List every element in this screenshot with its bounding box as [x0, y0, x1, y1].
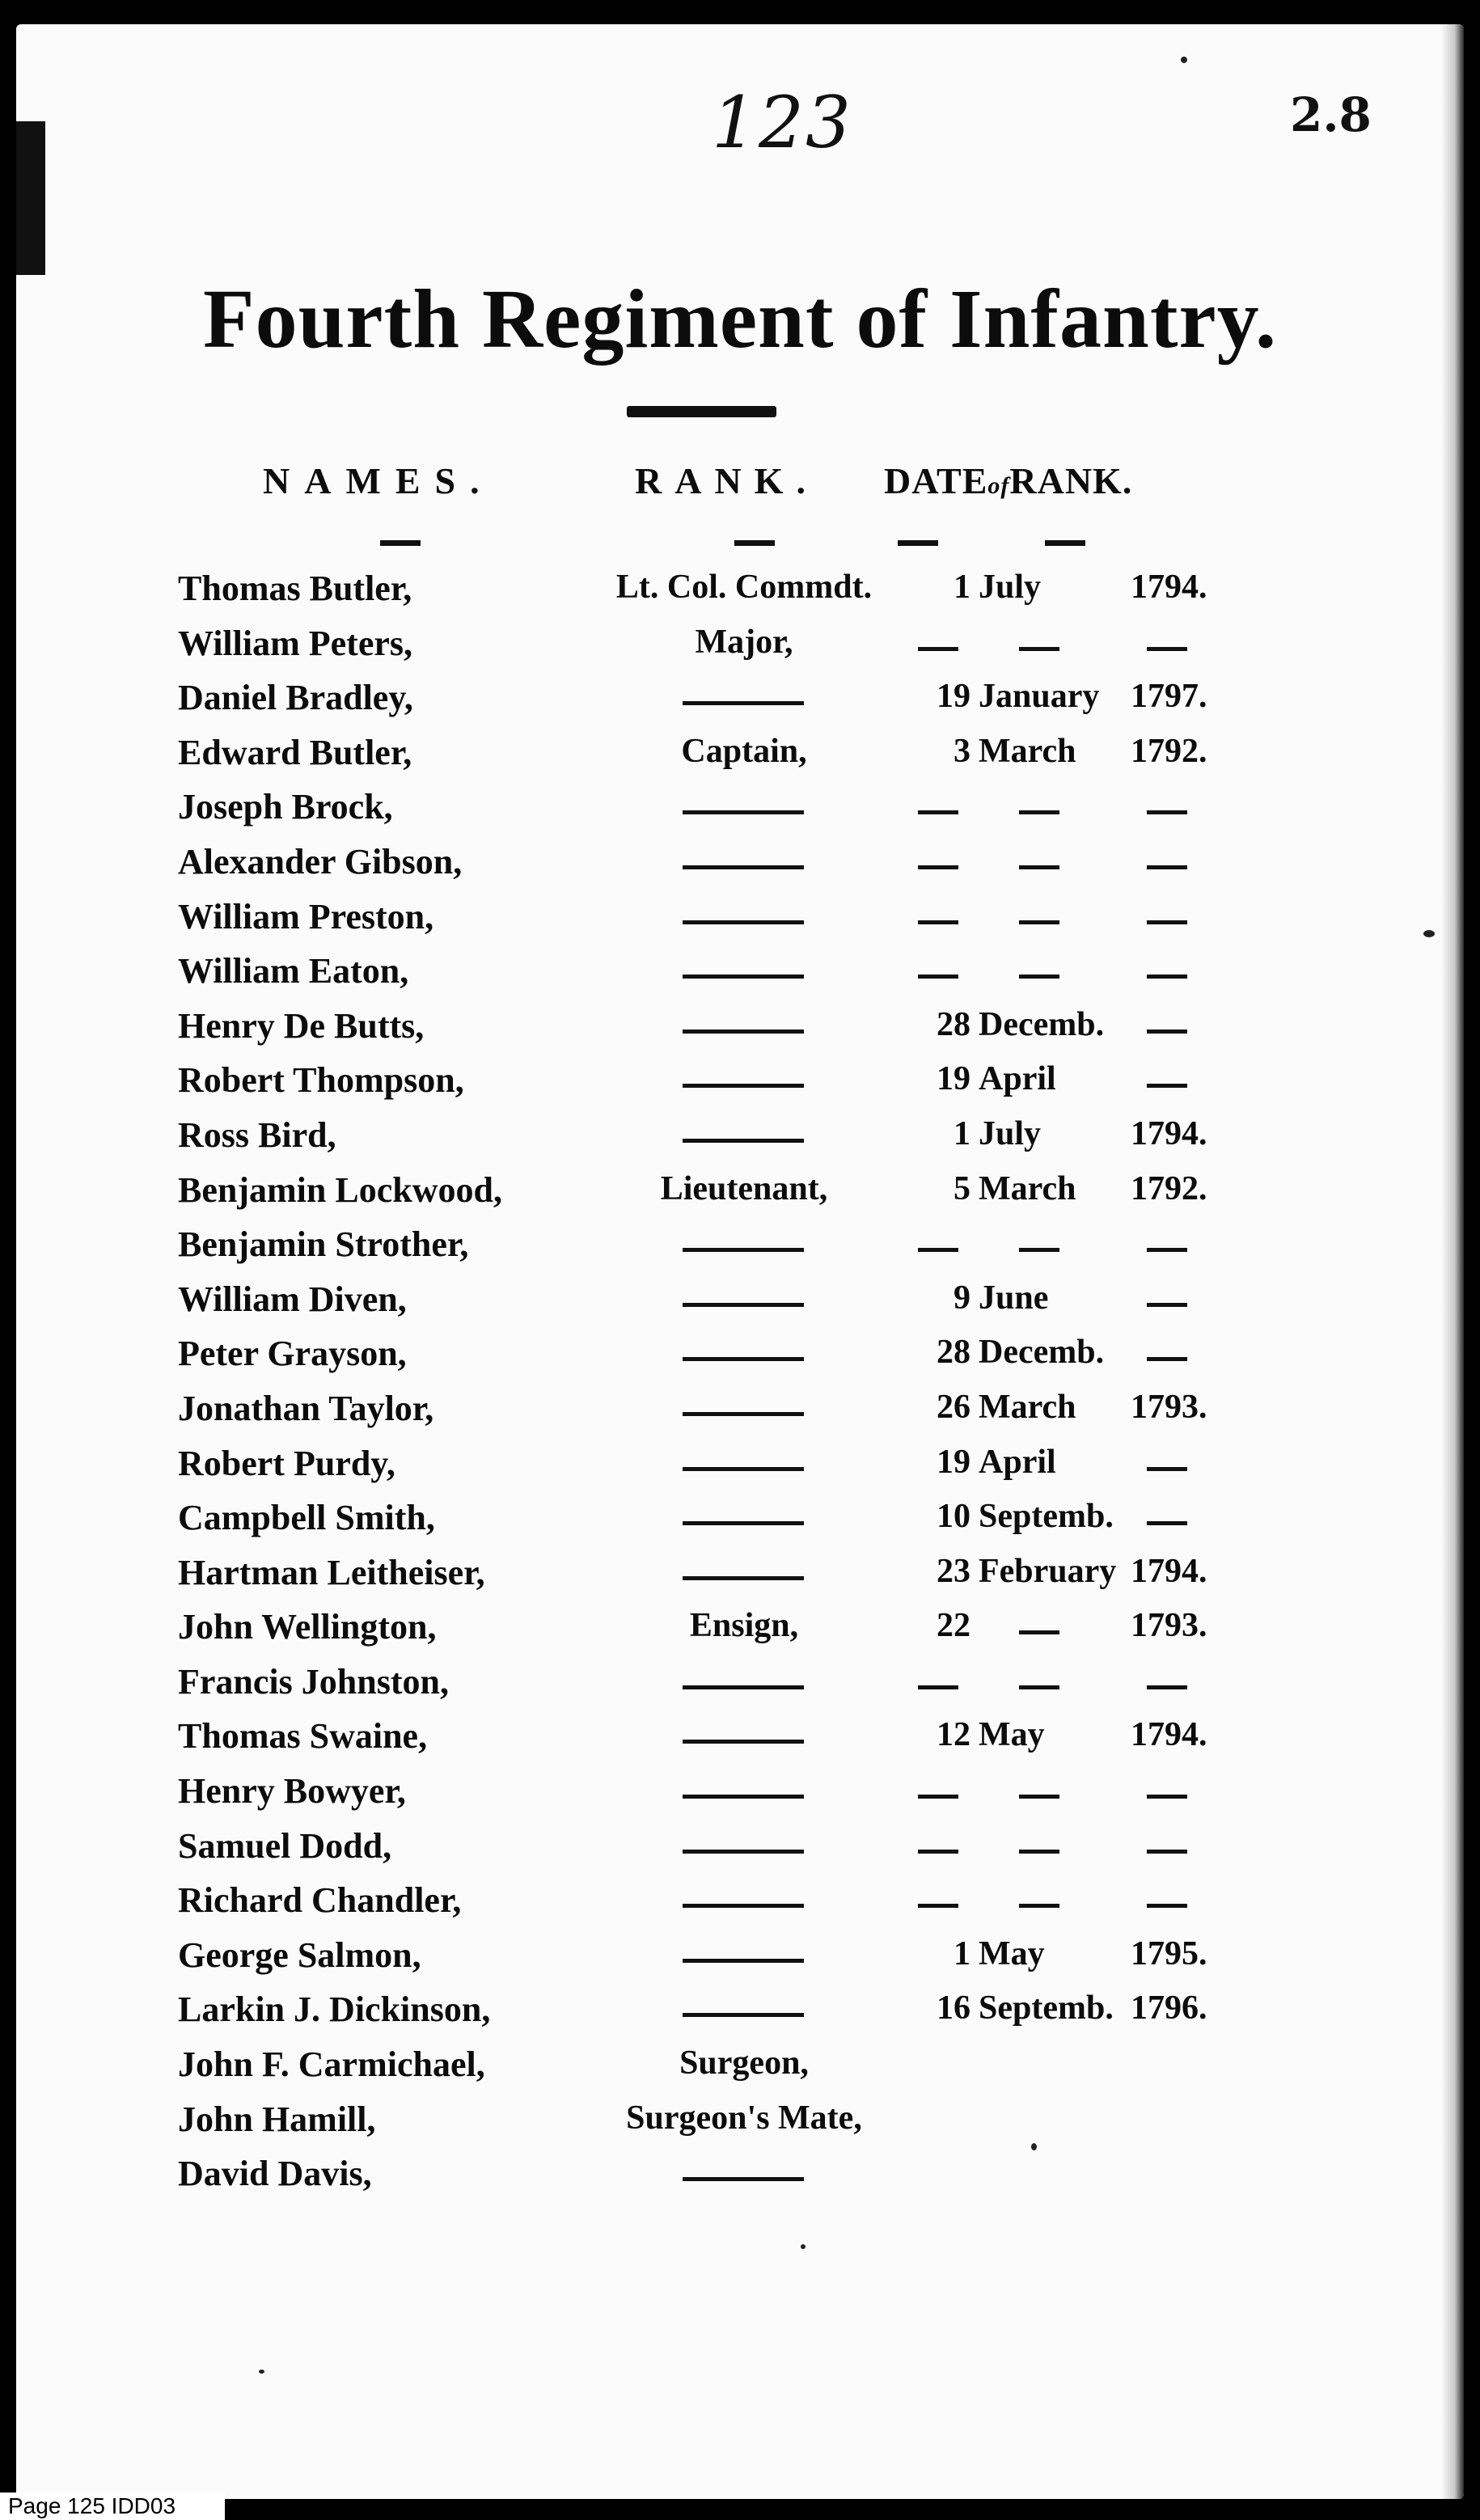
rank-day: 9 [954, 1279, 970, 1317]
rank-day: 28 [937, 1005, 970, 1043]
officer-name: Benjamin Strother, [178, 1224, 469, 1265]
officer-rank: Lieutenant, [660, 1169, 828, 1207]
rank-day: 1 [954, 1114, 970, 1152]
officer-name: William Peters, [178, 623, 412, 663]
roster-row [16, 1443, 1464, 1498]
roster-row [16, 786, 1464, 841]
page-footer-label: Page 125 IDD03 [0, 2493, 225, 2520]
rank-day: 22 [937, 1607, 970, 1645]
rank-ditto-dash [683, 1248, 804, 1252]
year-ditto-dash [1147, 1467, 1187, 1471]
corner-folio-number: 2.8 [1290, 87, 1372, 142]
year-ditto-dash [1147, 647, 1187, 651]
scan-speck [801, 2244, 806, 2249]
roster-row [16, 1879, 1464, 1934]
officer-name: George Salmon, [178, 1934, 421, 1975]
officer-name: William Diven, [178, 1279, 407, 1319]
handwritten-folio-number: 123 [712, 81, 852, 164]
roster-row [16, 841, 1464, 896]
officer-name: Robert Purdy, [178, 1443, 395, 1483]
officer-name: Alexander Gibson, [178, 841, 463, 882]
officer-name: Daniel Bradley, [178, 678, 413, 718]
officer-name: Edward Butler, [178, 732, 412, 772]
month-ditto-dash [1019, 647, 1059, 651]
rank-ditto-dash [683, 865, 804, 869]
rank-day: 28 [937, 1334, 970, 1372]
roster-row [16, 1770, 1464, 1825]
officer-name: Thomas Swaine, [178, 1716, 428, 1757]
rank-day: 26 [937, 1388, 970, 1426]
officer-name: John F. Carmichael, [178, 2044, 485, 2085]
rank-ditto-dash [683, 701, 804, 705]
rank-ditto-dash [683, 1740, 804, 1744]
roster-row [16, 1224, 1464, 1279]
officer-name: Joseph Brock, [178, 787, 393, 827]
officer-name: Henry Bowyer, [178, 1771, 406, 1812]
roster-row [16, 1661, 1464, 1716]
rank-ditto-dash [683, 1850, 804, 1854]
rank-year: 1794. [1131, 1716, 1207, 1754]
rank-ditto-dash [683, 1685, 804, 1689]
month-ditto-dash [1019, 1850, 1059, 1854]
rank-month: January [979, 678, 1100, 716]
scan-speck [1181, 57, 1187, 63]
year-ditto-dash [1147, 975, 1187, 979]
officer-name: Robert Thompson, [178, 1060, 464, 1101]
rank-ditto-dash [683, 1521, 804, 1525]
rank-year: 1792. [1131, 1169, 1207, 1207]
roster-row [16, 677, 1464, 732]
year-ditto-dash [1147, 1248, 1187, 1252]
header-date-word: DATE [884, 460, 988, 501]
column-tick-date [898, 540, 938, 546]
roster-row [16, 623, 1464, 678]
day-ditto-dash [918, 1795, 958, 1799]
year-ditto-dash [1147, 1357, 1187, 1361]
roster-row [16, 1169, 1464, 1224]
day-ditto-dash [918, 647, 958, 651]
rank-year: 1794. [1131, 1552, 1207, 1590]
rank-ditto-dash [683, 920, 804, 924]
officer-rank: Major, [695, 623, 793, 661]
roster-row [16, 1114, 1464, 1169]
month-ditto-dash [1019, 810, 1059, 814]
column-header-date-of-rank [884, 459, 1132, 502]
rank-ditto-dash [683, 1904, 804, 1908]
rank-month: February [979, 1552, 1117, 1590]
rank-month: May [979, 1934, 1045, 1972]
month-ditto-dash [1019, 1248, 1059, 1252]
scan-speck [259, 2370, 264, 2374]
rank-ditto-dash [683, 810, 804, 814]
rank-year: 1797. [1131, 678, 1207, 716]
day-ditto-dash [918, 920, 958, 924]
officer-rank: Surgeon's Mate, [626, 2099, 862, 2137]
year-ditto-dash [1147, 1904, 1187, 1908]
officer-rank: Captain, [681, 732, 807, 770]
roster-row [16, 2153, 1464, 2208]
roster-row [16, 1497, 1464, 1552]
rank-day: 3 [954, 732, 970, 770]
roster-row [16, 1552, 1464, 1607]
officer-name: John Hamill, [178, 2099, 376, 2139]
roster-row [16, 1989, 1464, 2044]
officer-rank: Surgeon, [679, 2044, 809, 2082]
officer-rank: Lt. Col. Commdt. [615, 569, 873, 606]
officer-name: John Wellington, [178, 1607, 437, 1647]
column-header-rank: RANK. [635, 460, 818, 501]
roster-row [16, 1388, 1464, 1443]
column-tick-month [1045, 540, 1085, 546]
officer-name: Peter Grayson, [178, 1334, 407, 1374]
rank-month: March [979, 1388, 1076, 1426]
officer-name: Benjamin Lockwood, [178, 1169, 502, 1210]
officer-name: Ross Bird, [178, 1114, 336, 1155]
officer-name: William Preston, [178, 896, 434, 937]
rank-month: July [979, 569, 1042, 606]
month-ditto-dash [1019, 975, 1059, 979]
roster-row [16, 732, 1464, 787]
roster-row [16, 1715, 1464, 1770]
rank-ditto-dash [683, 975, 804, 979]
officer-name: Jonathan Taylor, [178, 1388, 434, 1428]
rank-ditto-dash [683, 1412, 804, 1416]
roster-row [16, 2044, 1464, 2099]
officer-name: Hartman Leitheiser, [178, 1552, 485, 1592]
rank-day: 19 [937, 678, 970, 716]
column-tick-names [380, 540, 421, 546]
officer-rank: Ensign, [689, 1607, 799, 1645]
scan-speck [1031, 2143, 1037, 2150]
roster-row [16, 1934, 1464, 1989]
rank-ditto-dash [683, 1030, 804, 1034]
rank-year: 1792. [1131, 732, 1207, 770]
officer-name: Samuel Dodd, [178, 1825, 392, 1866]
rank-ditto-dash [683, 1084, 804, 1088]
day-ditto-dash [918, 1850, 958, 1854]
year-ditto-dash [1147, 865, 1187, 869]
rank-day: 19 [937, 1443, 970, 1481]
column-header-names: NAMES. [263, 460, 494, 501]
rank-month: March [979, 732, 1076, 770]
officer-name: Henry De Butts, [178, 1005, 425, 1046]
day-ditto-dash [918, 810, 958, 814]
roster-row [16, 1005, 1464, 1060]
roster-row [16, 1059, 1464, 1114]
roster-row [16, 1825, 1464, 1880]
rank-month: Septemb. [979, 1498, 1114, 1536]
rank-day: 5 [954, 1169, 970, 1207]
document-page [16, 24, 1464, 2499]
rank-ditto-dash [683, 2013, 804, 2017]
rank-month: May [979, 1716, 1045, 1754]
year-ditto-dash [1147, 1084, 1187, 1088]
day-ditto-dash [918, 865, 958, 869]
roster-row [16, 896, 1464, 951]
day-ditto-dash [918, 1248, 958, 1252]
year-ditto-dash [1147, 810, 1187, 814]
rank-ditto-dash [683, 1467, 804, 1471]
rank-month: March [979, 1169, 1076, 1207]
roster-list [16, 568, 1464, 2208]
officer-name: David Davis, [178, 2154, 372, 2194]
officer-name: Francis Johnston, [178, 1661, 449, 1702]
rank-day: 1 [954, 1934, 970, 1972]
year-ditto-dash [1147, 1521, 1187, 1525]
year-ditto-dash [1147, 1303, 1187, 1307]
rank-year: 1796. [1131, 1989, 1207, 2027]
rank-day: 1 [954, 569, 970, 606]
rank-day: 23 [937, 1552, 970, 1590]
roster-row [16, 1333, 1464, 1388]
roster-row [16, 2099, 1464, 2154]
rank-month: April [979, 1443, 1056, 1481]
month-ditto-dash [1019, 1630, 1059, 1634]
month-ditto-dash [1019, 1685, 1059, 1689]
year-ditto-dash [1147, 1795, 1187, 1799]
day-ditto-dash [918, 975, 958, 979]
officer-name: Richard Chandler, [178, 1880, 462, 1921]
scan-speck [1423, 930, 1435, 937]
officer-name: Campbell Smith, [178, 1498, 435, 1538]
rank-day: 16 [937, 1989, 970, 2027]
officer-name: Larkin J. Dickinson, [178, 1989, 491, 2030]
rank-ditto-dash [683, 1795, 804, 1799]
rank-day: 12 [937, 1716, 970, 1754]
rank-month: Septemb. [979, 1989, 1114, 2027]
rank-ditto-dash [683, 2177, 804, 2181]
rank-year: 1793. [1131, 1388, 1207, 1426]
officer-name: Thomas Butler, [178, 569, 412, 608]
roster-row [16, 1606, 1464, 1661]
rank-month: Decemb. [979, 1005, 1105, 1043]
year-ditto-dash [1147, 1850, 1187, 1854]
column-tick-rank [734, 540, 775, 546]
rank-month: June [979, 1279, 1049, 1317]
page-title: Fourth Regiment of Infantry. [203, 273, 1277, 366]
rank-ditto-dash [683, 1357, 804, 1361]
header-of-word: of [987, 472, 1010, 499]
roster-row [16, 950, 1464, 1005]
title-ornament-rule [627, 406, 776, 417]
rank-month: April [979, 1060, 1056, 1098]
rank-year: 1793. [1131, 1607, 1207, 1645]
officer-name: William Eaton, [178, 951, 409, 992]
month-ditto-dash [1019, 1904, 1059, 1908]
header-rank-word: RANK. [1009, 460, 1133, 501]
day-ditto-dash [918, 1685, 958, 1689]
year-ditto-dash [1147, 1030, 1187, 1034]
month-ditto-dash [1019, 1795, 1059, 1799]
rank-ditto-dash [683, 1303, 804, 1307]
rank-month: July [979, 1114, 1042, 1152]
month-ditto-dash [1019, 865, 1059, 869]
year-ditto-dash [1147, 920, 1187, 924]
roster-row [16, 568, 1464, 623]
rank-day: 19 [937, 1060, 970, 1098]
day-ditto-dash [918, 1904, 958, 1908]
rank-year: 1794. [1131, 1114, 1207, 1152]
rank-ditto-dash [683, 1139, 804, 1143]
rank-year: 1794. [1131, 569, 1207, 606]
roster-row [16, 1279, 1464, 1334]
rank-ditto-dash [683, 1959, 804, 1963]
rank-month: Decemb. [979, 1334, 1105, 1372]
scan-shadow [16, 121, 45, 275]
month-ditto-dash [1019, 920, 1059, 924]
rank-day: 10 [937, 1498, 970, 1536]
rank-year: 1795. [1131, 1934, 1207, 1972]
rank-ditto-dash [683, 1576, 804, 1580]
year-ditto-dash [1147, 1685, 1187, 1689]
